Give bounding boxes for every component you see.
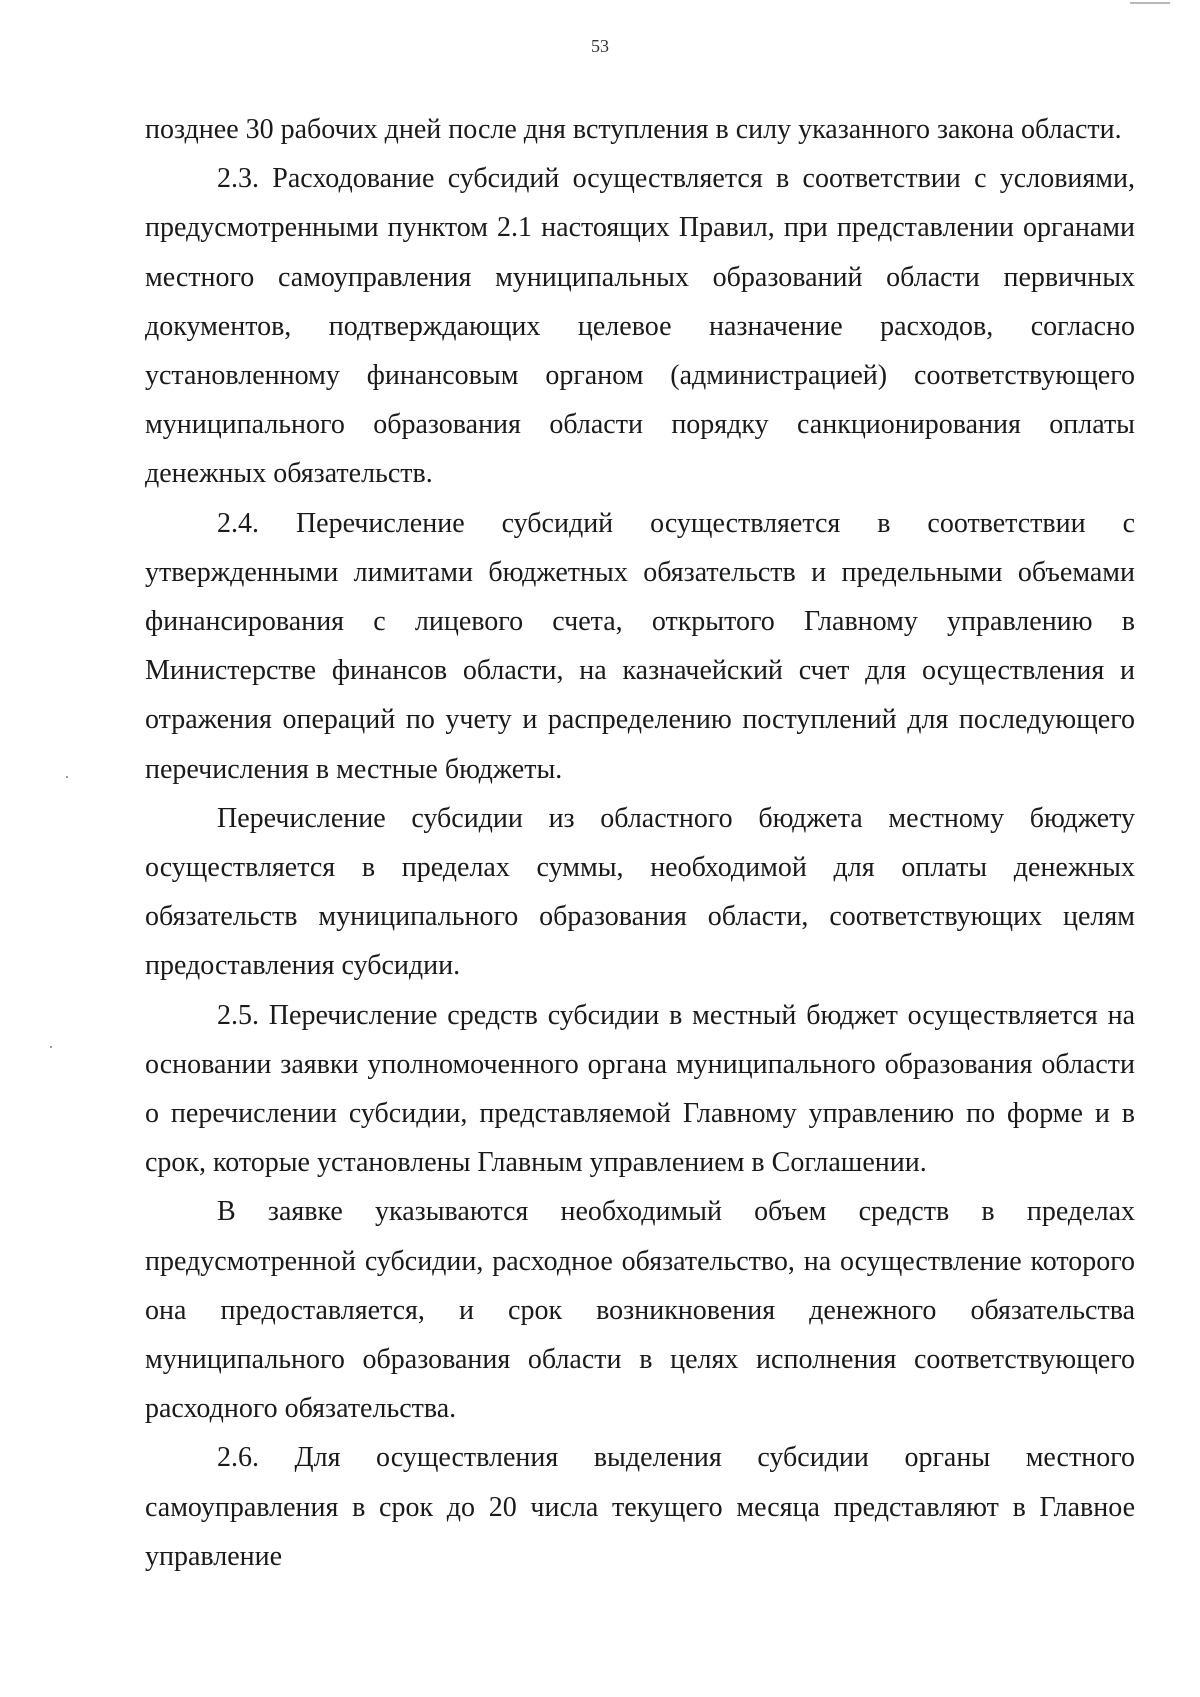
paragraph-2-5-application: В заявке указываются необходимый объем средств в пределах предусмотренной субсидии, расходное обязательство, на осуществление которого она предоставляется, и срок возникновения денежного обязательства муниципального образования области в целях исполнения соответствующего расходного обязательства. — [145, 1196, 1135, 1425]
scan-artifact — [66, 776, 68, 778]
page-number: 53 — [591, 36, 609, 56]
paragraph-2-6: 2.6. Для осуществления выделения субсидии органы местного самоуправления в срок до 20 числа текущего месяца представляют в Главное управление — [145, 1442, 1135, 1572]
paragraph-2-4-transfer: Перечисление субсидии из областного бюджета местному бюджету осуществляется в пределах суммы, необходимой для оплаты денежных обязательств муниципального образования области, соответствующих целям предоставления субсидии. — [145, 802, 1135, 982]
document-body — [145, 105, 1135, 1581]
paragraph-2-4: 2.4. Перечисление субсидий осуществляется в соответствии с утвержденными лимитами бюджетных обязательств и предельными объемами финансирования с лицевого счета, открытого Главному управлению в Министерстве финансов области, на казначейский счет для осуществления и отражения операций по учету и распределению поступлений для последующего перечисления в местные бюджеты. — [145, 507, 1135, 785]
paragraph-2-5: 2.5. Перечисление средств субсидии в местный бюджет осуществляется на основании заявки уполномоченного органа муниципального образования области о перечислении субсидии, представляемой Главному управлению по форме и в срок, которые установлены Главным управлением в Соглашении. — [145, 999, 1135, 1179]
scan-artifact — [50, 1046, 52, 1048]
paragraph-continuation: позднее 30 рабочих дней после дня вступления в силу указанного закона области. — [145, 114, 1122, 145]
scan-artifact — [1130, 2, 1170, 4]
paragraph-2-3: 2.3. Расходование субсидий осуществляется в соответствии с условиями, предусмотренными пунктом 2.1 настоящих Правил, при представлении органами местного самоуправления муниципальных образований области первичных документов, подтверждающих целевое назначение расходов, согласно установленному финансовым органом (администрацией) соответствующего муниципального образования области порядку санкционирования оплаты денежных обязательств. — [145, 163, 1135, 490]
